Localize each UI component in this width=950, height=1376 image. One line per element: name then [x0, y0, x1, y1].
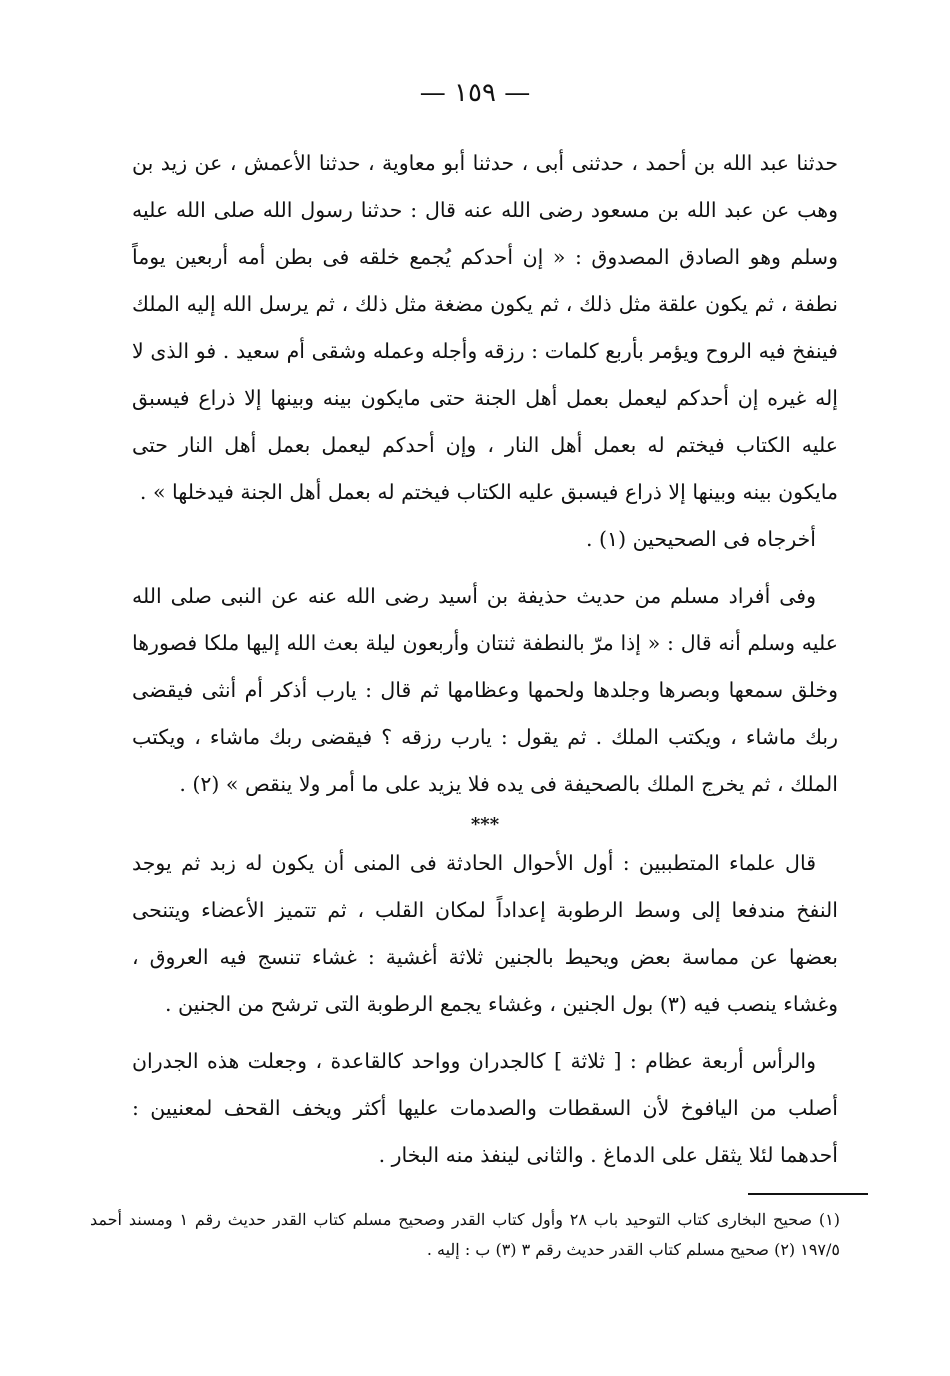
section-divider: ***: [470, 814, 500, 835]
footnotes: [90, 1205, 840, 1265]
paragraph-skull: والرأس أربعة عظام : [ ثلاثة ] كالجدران وواحد كالقاعدة ، وجعلت هذه الجدران أصلب من اليافوخ لأن السقطات والصدمات عليها أكثر ويخف القحف لمعنيين : أحدهما لئلا يثقل على الدماغ . والثانى لينفذ منه البخار .: [132, 1049, 838, 1167]
page-number: — ١٥٩ —: [419, 78, 531, 108]
footnote-divider: [748, 1193, 868, 1195]
paragraph-hadith-hudhayfa: وفى أفراد مسلم من حديث حذيفة بن أسيد رضى الله عنه عن النبى صلى الله عليه وسلم أنه قال : « إذا مرّ بالنطفة ثنتان وأربعون ليلة بعث الله إليها ملكا فصورها وخلق سمعها وبصرها وجلدها ولحمها وعظامها ثم قال : يارب أذكر أم أنثى فيقضى ربك ماشاء ، ويكتب الملك . ثم يقول : يارب رزقه ؟ فيقضى ربك ماشاء ، ويكتب الملك ، ثم يخرج الملك بالصحيفة فى يده فلا يزيد على ما أمر ولا ينقص » (٢) .: [132, 584, 838, 796]
paragraph-physicians: قال علماء المتطببين : أول الأحوال الحادثة فى المنى أن يكون له زبد ثم يوجد النفخ مندفعا إلى وسط الرطوبة إعداداً لمكان القلب ، ثم تتميز الأعضاء ويتنحى بعضها عن مماسة بعض ويحيط بالجنين ثلاثة أغشية : غشاء تنسج فيه العروق ، وغشاء ينصب فيه (٣) بول الجنين ، وغشاء يجمع الرطوبة التى ترشح من الجنين .: [132, 851, 838, 1016]
paragraph-hadith-ibn-masud: حدثنا عبد الله بن أحمد ، حدثنى أبى ، حدثنا أبو معاوية ، حدثنا الأعمش ، عن زيد بن وهب عن عبد الله بن مسعود رضى الله عنه قال : حدثنا رسول الله صلى الله عليه وسلم وهو الصادق المصدوق : « إن أحدكم يُجمع خلقه فى بطن أمه أربعين يوماً نطفة ، ثم يكون علقة مثل ذلك ، ثم يكون مضغة مثل ذلك ، ثم يرسل الله إليه الملك فينفخ فيه الروح ويؤمر بأربع كلمات : رزقه وأجله وعمله وشقى أم سعيد . فو الذى لا إله غيره إن أحدكم ليعمل بعمل أهل الجنة حتى مايكون بينه وبينها إلا ذراع فيسبق عليه الكتاب فيختم له بعمل أهل النار ، وإن أحدكم ليعمل بعمل أهل النار حتى مايكون بينه وبينها إلا ذراع فيسبق عليه الكتاب فيختم له بعمل أهل الجنة فيدخلها » .: [132, 151, 838, 504]
paragraph-takhrij: أخرجاه فى الصحيحين (١) .: [586, 527, 816, 551]
footnote-text: (١) صحيح البخارى كتاب التوحيد باب ٢٨ وأول كتاب القدر وصحيح مسلم كتاب القدر حديث رقم ١ ومسند أحمد ١٩٧/٥ (٢) صحيح مسلم كتاب القدر حديث رقم ٣ (٣) ب : إليه .: [90, 1210, 841, 1259]
main-text: [132, 140, 838, 1179]
